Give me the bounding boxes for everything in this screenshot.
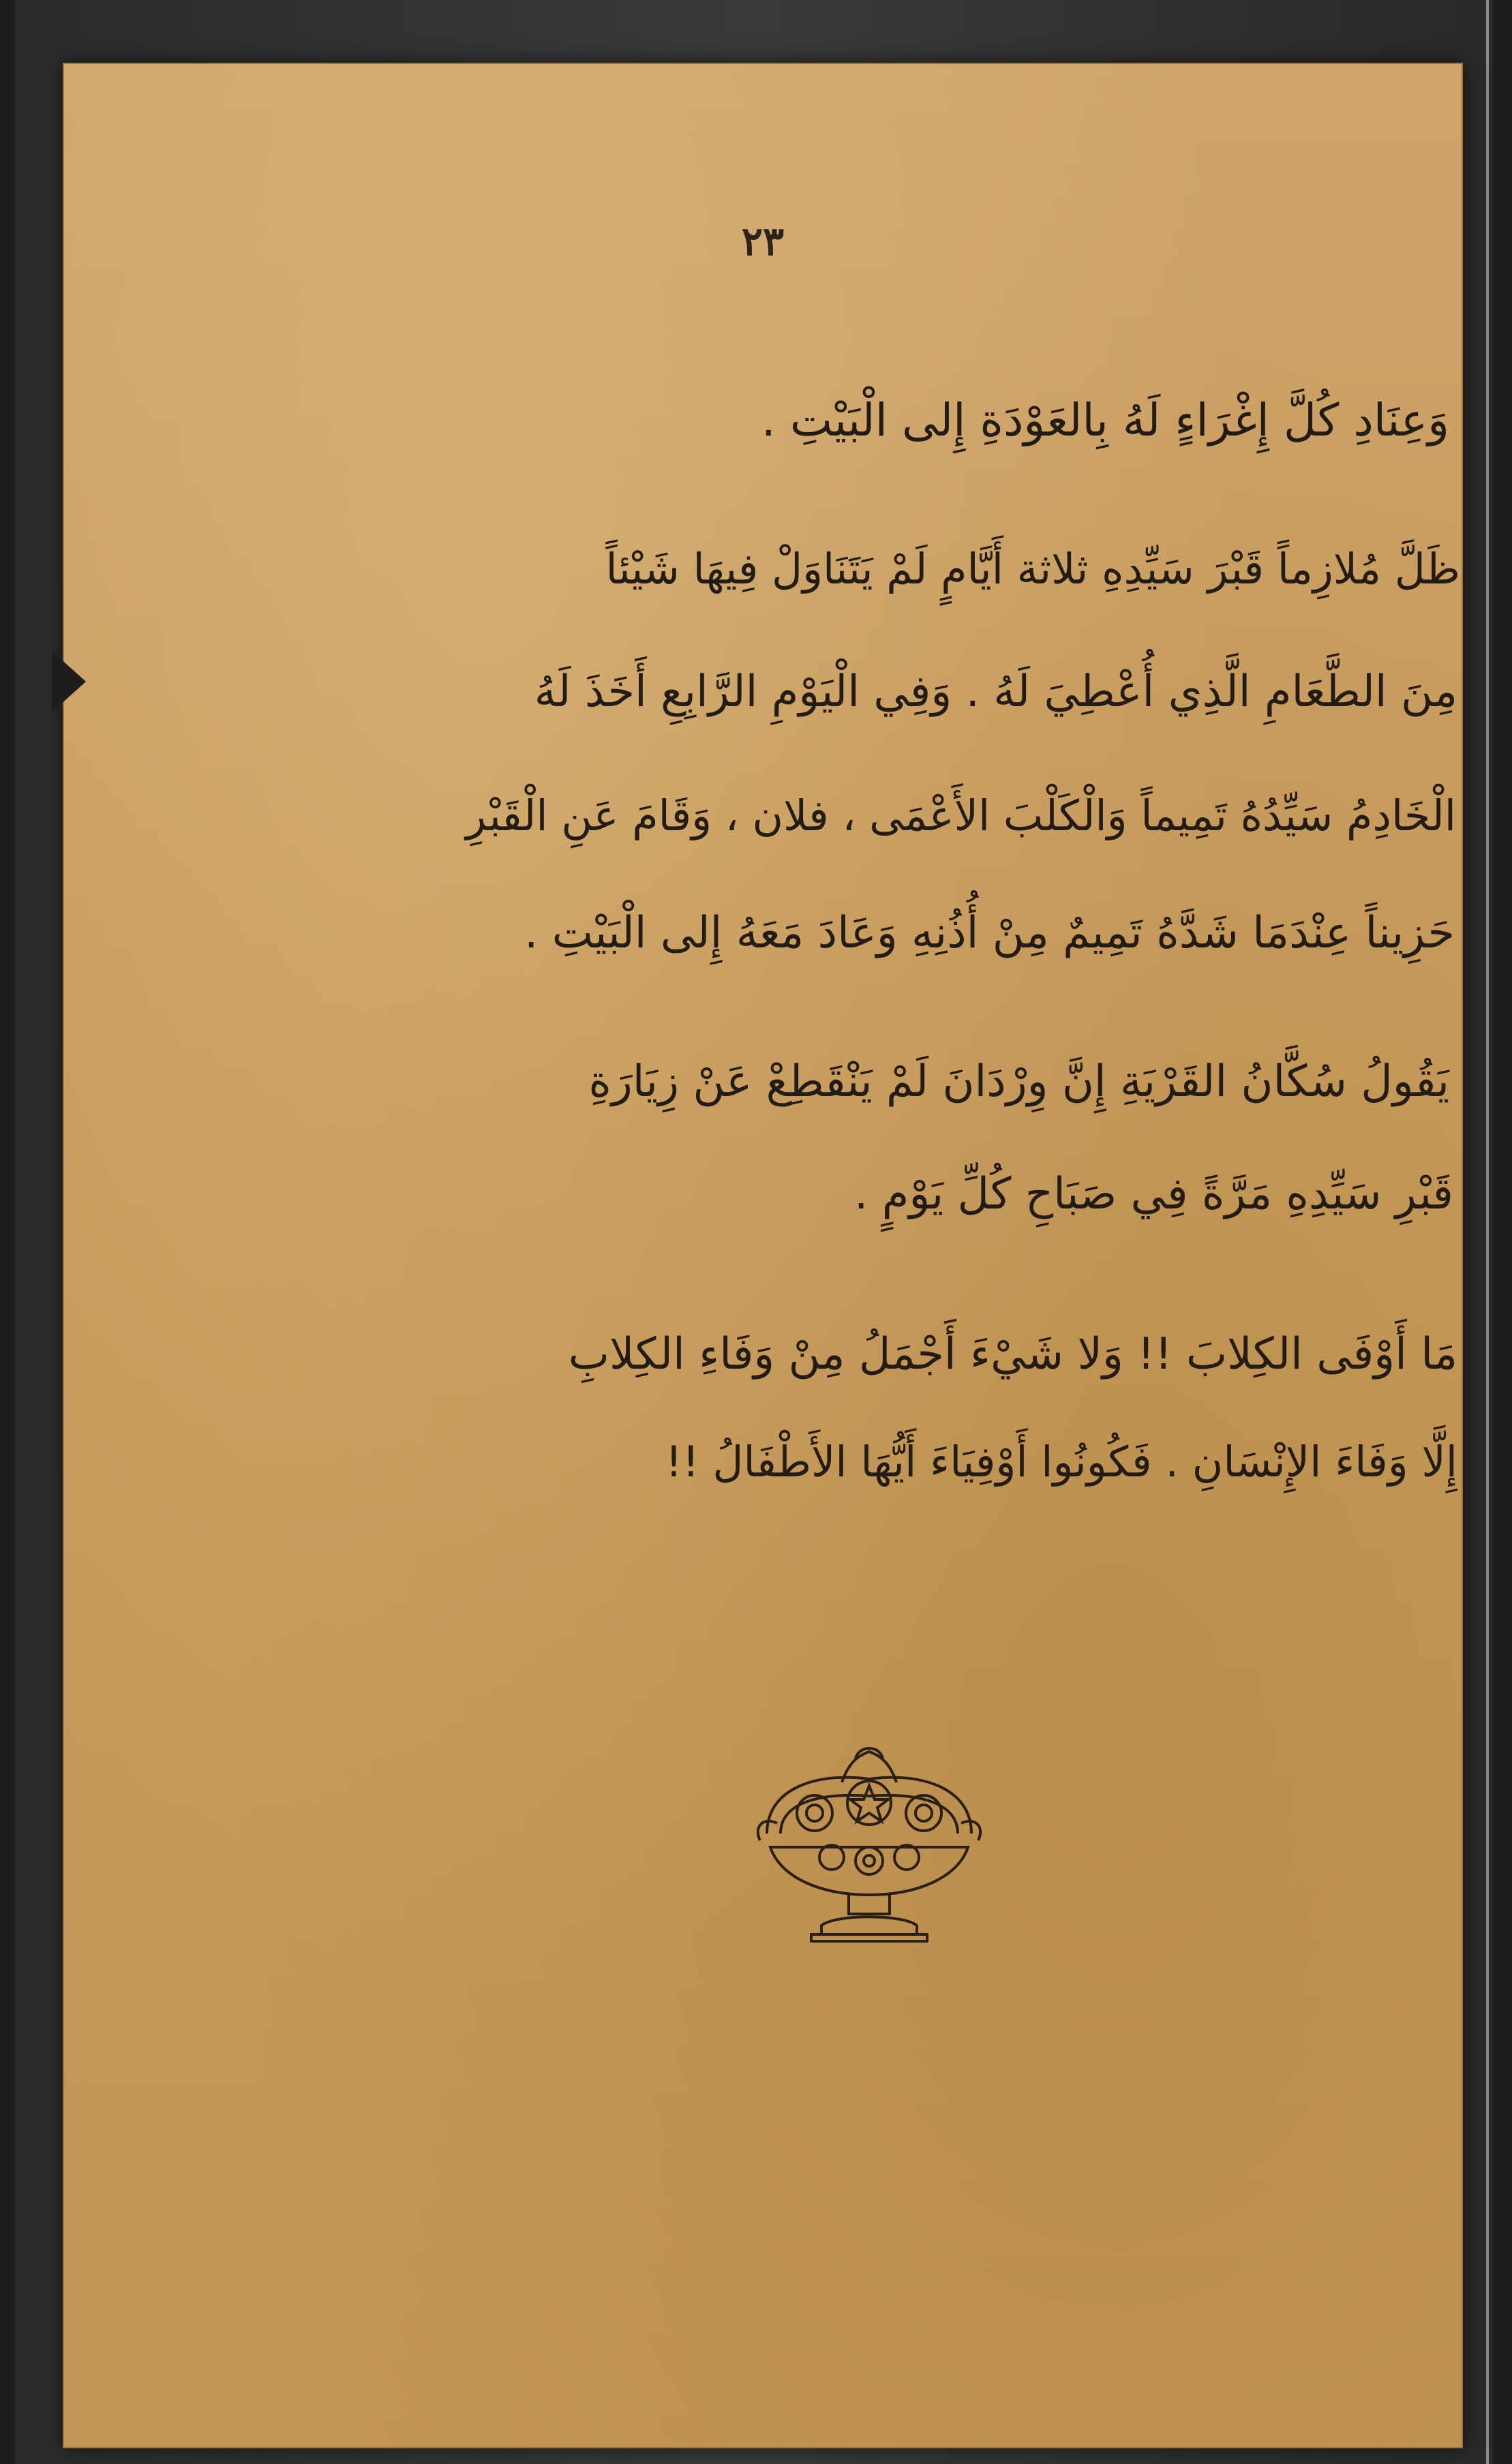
sleeve-edge xyxy=(1486,0,1489,2464)
text-line: ظَلَّ مُلازِماً قَبْرَ سَيِّدِهِ ثلاثة أَيَّامٍ لَمْ يَتَنَاوَلْ فِيهَا شَيْئاً xyxy=(605,544,1460,594)
page-number: ٢٣ xyxy=(741,218,785,264)
text-line: حَزِيناً عِنْدَمَا شَدَّهُ تَمِيمٌ مِنْ أُذُنِهِ وَعَادَ مَعَهُ إِلى الْبَيْتِ . xyxy=(524,908,1455,958)
flower-basket-ornament xyxy=(740,1731,999,1949)
text-line: مَا أَوْفَى الكِلابَ !! وَلا شَيْءَ أَجْمَلُ مِنْ وَفَاءِ الكِلابِ xyxy=(568,1329,1457,1380)
text-line: إِلَّا وَفَاءَ الإِنْسَانِ . فَكُونُوا أَوْفِيَاءَ أَيُّهَا الأَطْفَالُ !! xyxy=(665,1437,1457,1487)
text-line: يَقُولُ سُكَّانُ القَرْيَةِ إِنَّ وِرْدَانَ لَمْ يَنْقَطِعْ عَنْ زِيَارَةِ xyxy=(588,1056,1449,1107)
book-page xyxy=(63,63,1463,2448)
text-line: الْخَادِمُ سَيِّدُهُ تَمِيماً وَالْكَلْبَ الأَعْمَى ، فلان ، وَقَامَ عَنِ الْقَبْرِ xyxy=(466,791,1456,840)
page-tear xyxy=(52,651,86,712)
text-line: وَعِنَادِ كُلَّ إِغْرَاءٍ لَهُ بِالعَوْدَةِ إِلى الْبَيْتِ . xyxy=(761,394,1449,446)
text-line: قَبْرِ سَيِّدِهِ مَرَّةً فِي صَبَاحِ كُلِّ يَوْمٍ . xyxy=(854,1169,1453,1219)
text-line: مِنَ الطَّعَامِ الَّذِي أُعْطِيَ لَهُ . وَفِي الْيَوْمِ الرَّابِعِ أَخَذَ لَهُ xyxy=(534,667,1457,717)
